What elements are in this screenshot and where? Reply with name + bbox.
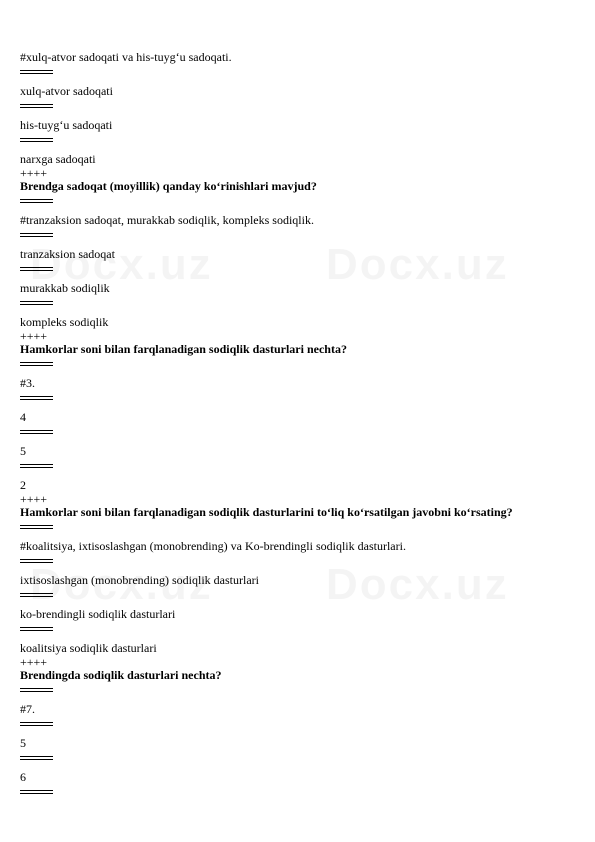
option-separator [20,685,570,695]
answer-option: 4 [20,410,26,424]
option-separator [20,522,570,532]
option-separator [20,298,570,308]
answer-option-correct: #3. [20,376,35,390]
answer-option-correct: #tranzaksion sadoqat, murakkab sodiqlik, kompleks sodiqlik. [20,213,314,227]
option-separator [20,719,570,729]
option-separator [20,624,570,634]
answer-option-correct: #koalitsiya, ixtisoslashgan (monobrending) va Ko-brendingli sodiqlik dasturlari. [20,539,406,553]
option-separator [20,590,570,600]
quiz-content [20,50,570,797]
option-separator [20,101,570,111]
answer-option: 5 [20,444,26,458]
option-separator [20,359,570,369]
option-separator [20,461,570,471]
option-separator [20,135,570,145]
answer-option: kompleks sodiqlik [20,315,109,329]
option-separator [20,393,570,403]
question-delimiter: ++++ [20,329,48,343]
answer-option-correct: #xulq-atvor sadoqati va his-tuyg‘u sadoqati. [20,50,232,64]
option-separator [20,230,570,240]
answer-option: 2 [20,478,26,492]
answer-option: ko-brendingli sodiqlik dasturlari [20,607,176,621]
answer-option: tranzaksion sadoqat [20,247,115,261]
question-delimiter: ++++ [20,166,48,180]
answer-option: his-tuyg‘u sadoqati [20,118,113,132]
answer-option: ixtisoslashgan (monobrending) sodiqlik dasturlari [20,573,259,587]
answer-option: narxga sadoqati [20,152,96,166]
option-separator [20,556,570,566]
option-separator [20,67,570,77]
option-separator [20,264,570,274]
question-text: Hamkorlar soni bilan farqlanadigan sodiqlik dasturlari nechta? [20,342,347,356]
answer-option-correct: #7. [20,702,35,716]
answer-option: 5 [20,736,26,750]
question-delimiter: ++++ [20,655,48,669]
answer-option: xulq-atvor sadoqati [20,84,113,98]
option-separator [20,787,570,797]
option-separator [20,753,570,763]
question-delimiter: ++++ [20,492,48,506]
option-separator [20,196,570,206]
question-text: Brendga sadoqat (moyillik) qanday ko‘rinishlari mavjud? [20,179,317,193]
answer-option: koalitsiya sodiqlik dasturlari [20,641,157,655]
question-text: Hamkorlar soni bilan farqlanadigan sodiqlik dasturlarini to‘liq ko‘rsatilgan javobni ko‘rsating? [20,505,513,519]
question-text: Brendingda sodiqlik dasturlari nechta? [20,668,222,682]
answer-option: murakkab sodiqlik [20,281,110,295]
answer-option: 6 [20,770,26,784]
option-separator [20,427,570,437]
